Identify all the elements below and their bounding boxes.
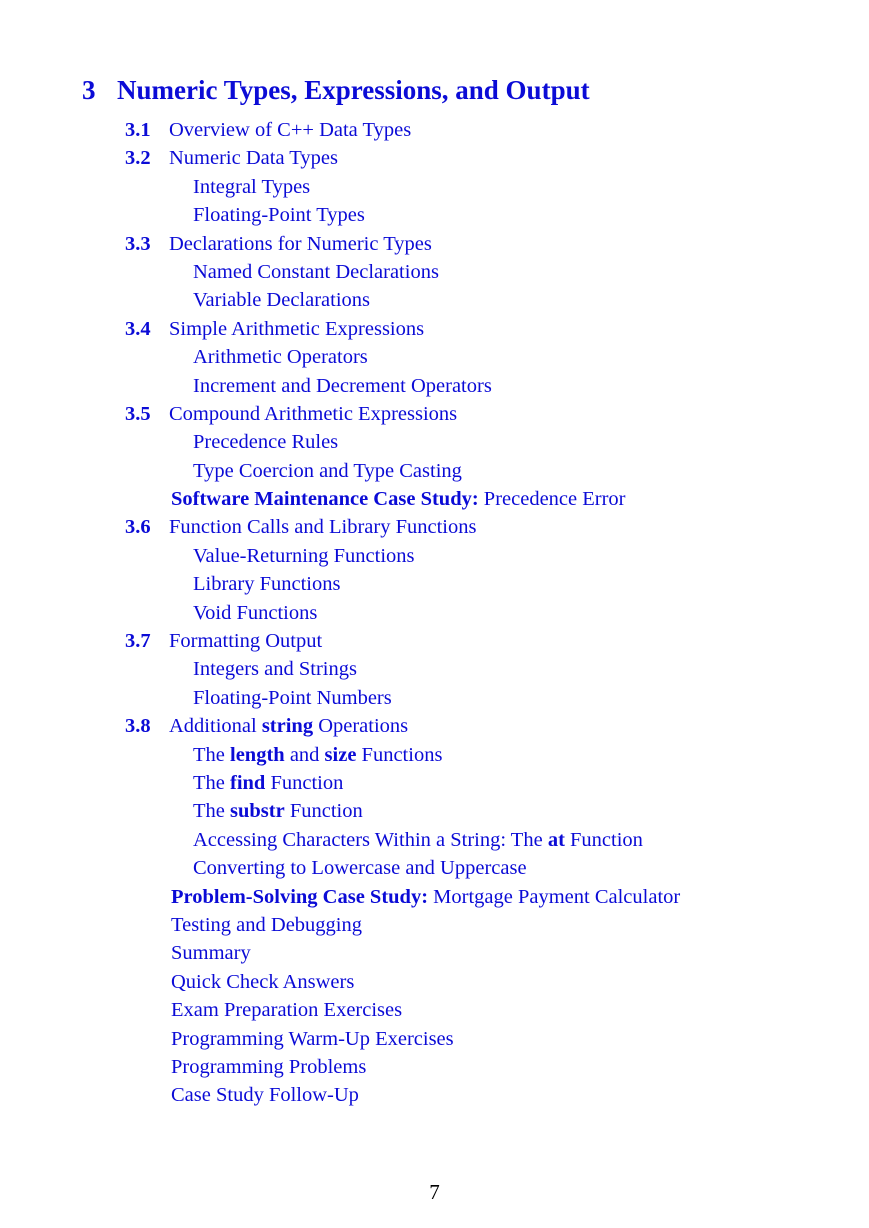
subsection-title-pre: The [193, 771, 230, 794]
entry-title: Summary [171, 942, 251, 965]
subsection-title: Variable Declarations [193, 289, 371, 312]
case-study-label: Problem-Solving Case Study: [171, 885, 429, 908]
toc-subsection-integers-and-strings[interactable] [0, 655, 869, 683]
subsection-title-post: Function [284, 800, 363, 823]
subsection-title-mid: and [284, 743, 325, 766]
subsection-title-post: Function [564, 828, 643, 851]
section-title-pre: Additional [169, 715, 262, 738]
section-title: Declarations for Numeric Types [169, 232, 432, 255]
toc-summary[interactable] [0, 939, 869, 967]
toc-section-3-7[interactable] [0, 627, 869, 655]
entry-title: Case Study Follow-Up [171, 1084, 359, 1107]
toc-section-3-5[interactable] [0, 400, 869, 428]
section-number: 3.7 [125, 630, 151, 653]
toc-software-maintenance-case-study[interactable] [0, 485, 869, 513]
subsection-title: Floating-Point Types [193, 204, 365, 227]
subsection-title: Arithmetic Operators [193, 346, 368, 369]
toc-subsection-integral-types[interactable] [0, 173, 869, 201]
toc-subsection-substr[interactable] [0, 797, 869, 825]
subsection-title: Integral Types [193, 175, 311, 198]
toc-subsection-find[interactable] [0, 769, 869, 797]
section-title: Simple Arithmetic Expressions [169, 317, 425, 340]
subsection-code-find: find [230, 771, 266, 794]
subsection-title: Increment and Decrement Operators [193, 374, 492, 397]
toc-quick-check-answers[interactable] [0, 968, 869, 996]
subsection-title: Converting to Lowercase and Uppercase [193, 857, 527, 880]
subsection-title-pre: Accessing Characters Within a String: The [193, 828, 548, 851]
section-title: Formatting Output [169, 630, 323, 653]
chapter-title: Numeric Types, Expressions, and Output [117, 75, 590, 105]
subsection-title: Library Functions [193, 573, 341, 596]
toc-section-3-3[interactable] [0, 230, 869, 258]
subsection-title: Floating-Point Numbers [193, 686, 392, 709]
toc-programming-warm-up-exercises[interactable] [0, 1025, 869, 1053]
subsection-code-size: size [324, 743, 357, 766]
subsection-title-pre: The [193, 800, 230, 823]
case-study-title: Mortgage Payment Calculator [428, 885, 681, 908]
toc-section-3-4[interactable] [0, 315, 869, 343]
subsection-code-length: length [230, 743, 285, 766]
subsection-title-pre: The [193, 743, 230, 766]
chapter-heading[interactable] [82, 72, 590, 108]
toc-programming-problems[interactable] [0, 1053, 869, 1081]
toc-subsection-variable-declarations[interactable] [0, 286, 869, 314]
toc-case-study-follow-up[interactable] [0, 1081, 869, 1109]
table-of-contents [0, 116, 869, 1110]
toc-section-3-8[interactable] [0, 712, 869, 740]
entry-title: Exam Preparation Exercises [171, 999, 403, 1022]
toc-testing-and-debugging[interactable] [0, 911, 869, 939]
section-number: 3.5 [125, 402, 151, 425]
section-number: 3.3 [125, 232, 151, 255]
subsection-title: Type Coercion and Type Casting [193, 459, 462, 482]
subsection-title: Value-Returning Functions [193, 544, 415, 567]
subsection-title: Void Functions [193, 601, 318, 624]
toc-subsection-floating-point-types[interactable] [0, 201, 869, 229]
section-title: Numeric Data Types [169, 147, 338, 170]
entry-title: Testing and Debugging [171, 913, 363, 936]
toc-subsection-floating-point-numbers[interactable] [0, 684, 869, 712]
section-title-code: string [261, 715, 314, 738]
toc-subsection-value-returning-functions[interactable] [0, 542, 869, 570]
toc-subsection-arithmetic-operators[interactable] [0, 343, 869, 371]
subsection-title: Integers and Strings [193, 658, 357, 681]
section-title-post: Operations [313, 715, 409, 738]
toc-subsection-library-functions[interactable] [0, 570, 869, 598]
section-title: Function Calls and Library Functions [169, 516, 477, 539]
toc-problem-solving-case-study[interactable] [0, 883, 869, 911]
toc-section-3-1[interactable] [0, 116, 869, 144]
subsection-title-post: Functions [356, 743, 443, 766]
subsection-title-post: Function [265, 771, 344, 794]
toc-subsection-named-constant-declarations[interactable] [0, 258, 869, 286]
toc-subsection-type-coercion[interactable] [0, 457, 869, 485]
section-title: Compound Arithmetic Expressions [169, 402, 458, 425]
toc-subsection-precedence-rules[interactable] [0, 428, 869, 456]
toc-subsection-increment-decrement[interactable] [0, 372, 869, 400]
case-study-label: Software Maintenance Case Study: [171, 488, 479, 511]
entry-title: Programming Problems [171, 1055, 367, 1078]
toc-section-3-2[interactable] [0, 144, 869, 172]
section-number: 3.8 [125, 715, 151, 738]
page-number: 7 [429, 1180, 440, 1204]
subsection-code-at: at [547, 828, 565, 851]
section-number: 3.1 [125, 119, 151, 141]
toc-subsection-void-functions[interactable] [0, 599, 869, 627]
subsection-title: Named Constant Declarations [193, 260, 439, 283]
toc-subsection-length-size[interactable] [0, 741, 869, 769]
section-title: Overview of C++ Data Types [169, 119, 412, 141]
toc-subsection-at[interactable] [0, 826, 869, 854]
toc-section-3-6[interactable] [0, 513, 869, 541]
section-number: 3.4 [125, 317, 151, 340]
subsection-title: Precedence Rules [193, 431, 339, 454]
entry-title: Programming Warm-Up Exercises [171, 1027, 454, 1050]
section-number: 3.6 [125, 516, 151, 539]
toc-exam-preparation-exercises[interactable] [0, 996, 869, 1024]
case-study-title: Precedence Error [478, 488, 626, 511]
section-number: 3.2 [125, 147, 151, 170]
chapter-number: 3 [82, 75, 96, 105]
entry-title: Quick Check Answers [171, 970, 355, 993]
subsection-code-substr: substr [230, 800, 285, 823]
toc-subsection-lowercase-uppercase[interactable] [0, 854, 869, 882]
